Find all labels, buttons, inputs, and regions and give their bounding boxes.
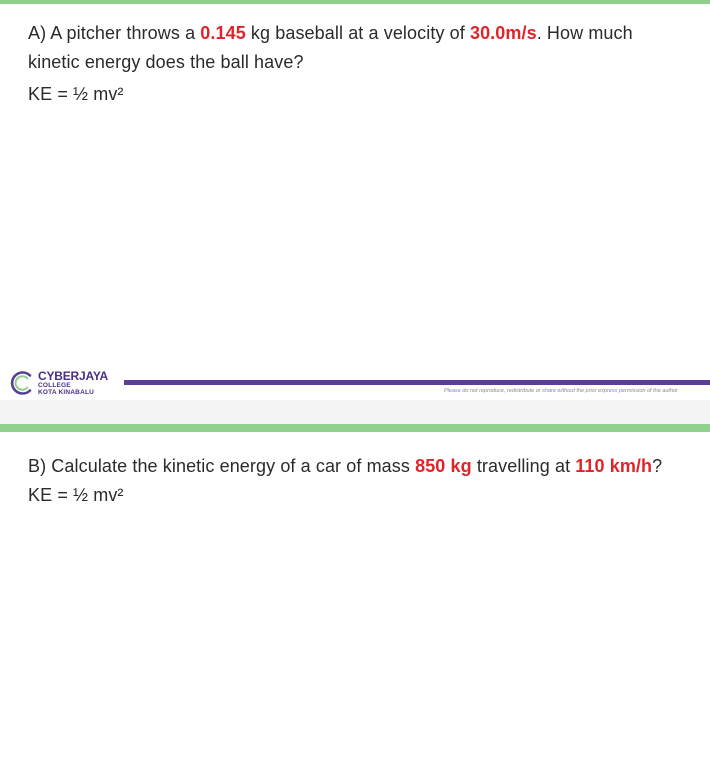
top-green-bar bbox=[0, 0, 710, 4]
question-b-middle: travelling at bbox=[471, 456, 576, 476]
question-b-mass: 850 kg bbox=[415, 456, 472, 476]
question-a-velocity: 30.0m/s bbox=[469, 23, 537, 43]
logo-sub-text: COLLEGE bbox=[38, 382, 71, 389]
logo-main-text: CYBERJAYA bbox=[38, 369, 109, 383]
slide-gap bbox=[0, 400, 710, 424]
copyright-disclaimer: Please do not reproduce, redistribute or share without the prior express permission of the author bbox=[444, 388, 678, 394]
question-a-suffix: . How much kinetic energy does the ball have? bbox=[28, 23, 633, 72]
question-a-mass: 0.145 bbox=[200, 23, 246, 43]
second-slide-green-bar bbox=[0, 424, 710, 432]
question-a-formula: KE = ½ mv² bbox=[28, 84, 124, 104]
question-b bbox=[28, 452, 688, 510]
question-a-prefix: A) A pitcher throws a bbox=[28, 23, 201, 43]
logo-location-text: KOTA KINABALU bbox=[38, 388, 95, 396]
question-a bbox=[28, 19, 688, 109]
footer-purple-rule bbox=[124, 380, 710, 385]
question-b-prefix: B) Calculate the kinetic energy of a car of mass bbox=[28, 456, 416, 476]
question-b-suffix: ? KE = ½ mv² bbox=[28, 456, 663, 505]
college-c-logo-icon bbox=[9, 370, 35, 396]
college-logo bbox=[9, 368, 108, 398]
question-a-middle: kg baseball at a velocity of bbox=[245, 23, 470, 43]
question-b-speed: 110 km/h bbox=[575, 456, 653, 476]
